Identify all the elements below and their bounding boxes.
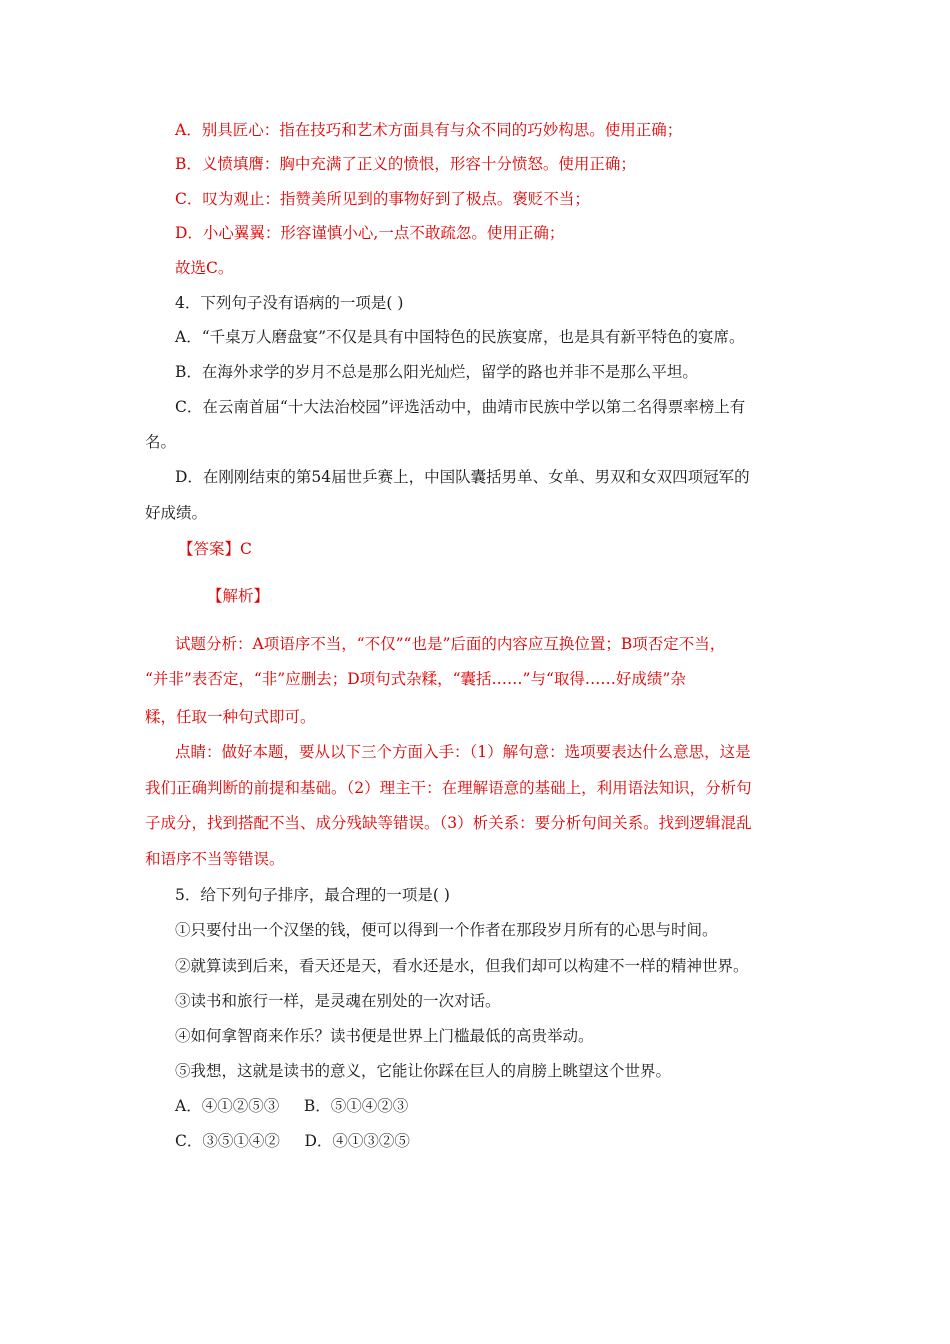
q5-sentence-5: ⑤我想，这就是读书的意义，它能让你踩在巨人的肩膀上眺望这个世界。 bbox=[175, 1062, 672, 1080]
q5-sentence-1: ①只要付出一个汉堡的钱，便可以得到一个作者在那段岁月所有的心思与时间。 bbox=[175, 921, 718, 939]
q3-option-a-explanation: A．别具匠心：指在技巧和艺术方面具有与众不同的巧妙构思。使用正确； bbox=[175, 121, 683, 139]
q3-choice: 故选C。 bbox=[175, 259, 234, 277]
q5-stem: 5．给下列句子排序，最合理的一项是( ) bbox=[175, 886, 450, 904]
q4-analysis-title: 【解析】 bbox=[207, 587, 270, 605]
q4-answer: 【答案】C bbox=[178, 540, 252, 558]
q5-sentence-3: ③读书和旅行一样，是灵魂在别处的一次对话。 bbox=[175, 992, 501, 1010]
q3-option-c-explanation: C．叹为观止：指赞美所见到的事物好到了极点。褒贬不当； bbox=[175, 190, 590, 208]
q4-analysis-line2: “并非”表否定，“非”应删去；D项句式杂糅，“囊括……”与“取得……好成绩”杂 bbox=[145, 670, 686, 688]
q4-analysis-line3: 糅，任取一种句式即可。 bbox=[145, 708, 316, 726]
q4-tip-line1: 点睛：做好本题，要从以下三个方面入手：（1）解句意：选项要表达什么意思，这是 bbox=[175, 743, 751, 761]
q4-option-d-line2: 好成绩。 bbox=[145, 504, 208, 522]
q4-option-b: B．在海外求学的岁月不总是那么阳光灿烂，留学的路也并非不是那么平坦。 bbox=[175, 363, 698, 381]
q3-option-b-explanation: B．义愤填膺：胸中充满了正义的愤恨，形容十分愤怒。使用正确； bbox=[175, 155, 636, 173]
q4-tip-line2: 我们正确判断的前提和基础。（2）理主干：在理解语意的基础上，利用语法知识，分析句 bbox=[145, 779, 752, 797]
q5-sentence-2: ②就算读到后来，看天还是天，看水还是水，但我们却可以构建不一样的精神世界。 bbox=[175, 957, 749, 975]
q4-option-d-line1: D．在刚刚结束的第54届世乒赛上，中国队囊括男单、女单、男双和女双四项冠军的 bbox=[175, 468, 750, 486]
q4-analysis-line1: 试题分析：A项语序不当，“不仅”“也是”后面的内容应互换位置；B项否定不当， bbox=[175, 635, 726, 653]
q5-sentence-4: ④如何拿智商来作乐？读书便是世界上门槛最低的高贵举动。 bbox=[175, 1027, 594, 1045]
q3-option-d-explanation: D．小心翼翼：形容谨慎小心,一点不敢疏忽。使用正确； bbox=[175, 224, 565, 242]
q4-option-a: A．“千桌万人磨盘宴”不仅是具有中国特色的民族宴席，也是具有新平特色的宴席。 bbox=[175, 328, 745, 346]
q4-tip-line3: 子成分，找到搭配不当、成分残缺等错误。（3）析关系：要分析句间关系。找到逻辑混乱 bbox=[145, 814, 752, 832]
q4-stem: 4．下列句子没有语病的一项是( ) bbox=[175, 294, 404, 312]
q5-options-row2: C．③⑤①④② D．④①③②⑤ bbox=[175, 1132, 410, 1150]
q5-options-row1: A．④①②⑤③ B．⑤①④②③ bbox=[175, 1097, 409, 1115]
q4-option-c-line2: 名。 bbox=[145, 433, 177, 451]
q4-option-c-line1: C．在云南首届“十大法治校园”评选活动中，曲靖市民族中学以第二名得票率榜上有 bbox=[175, 398, 746, 416]
q4-tip-line4: 和语序不当等错误。 bbox=[145, 850, 285, 868]
